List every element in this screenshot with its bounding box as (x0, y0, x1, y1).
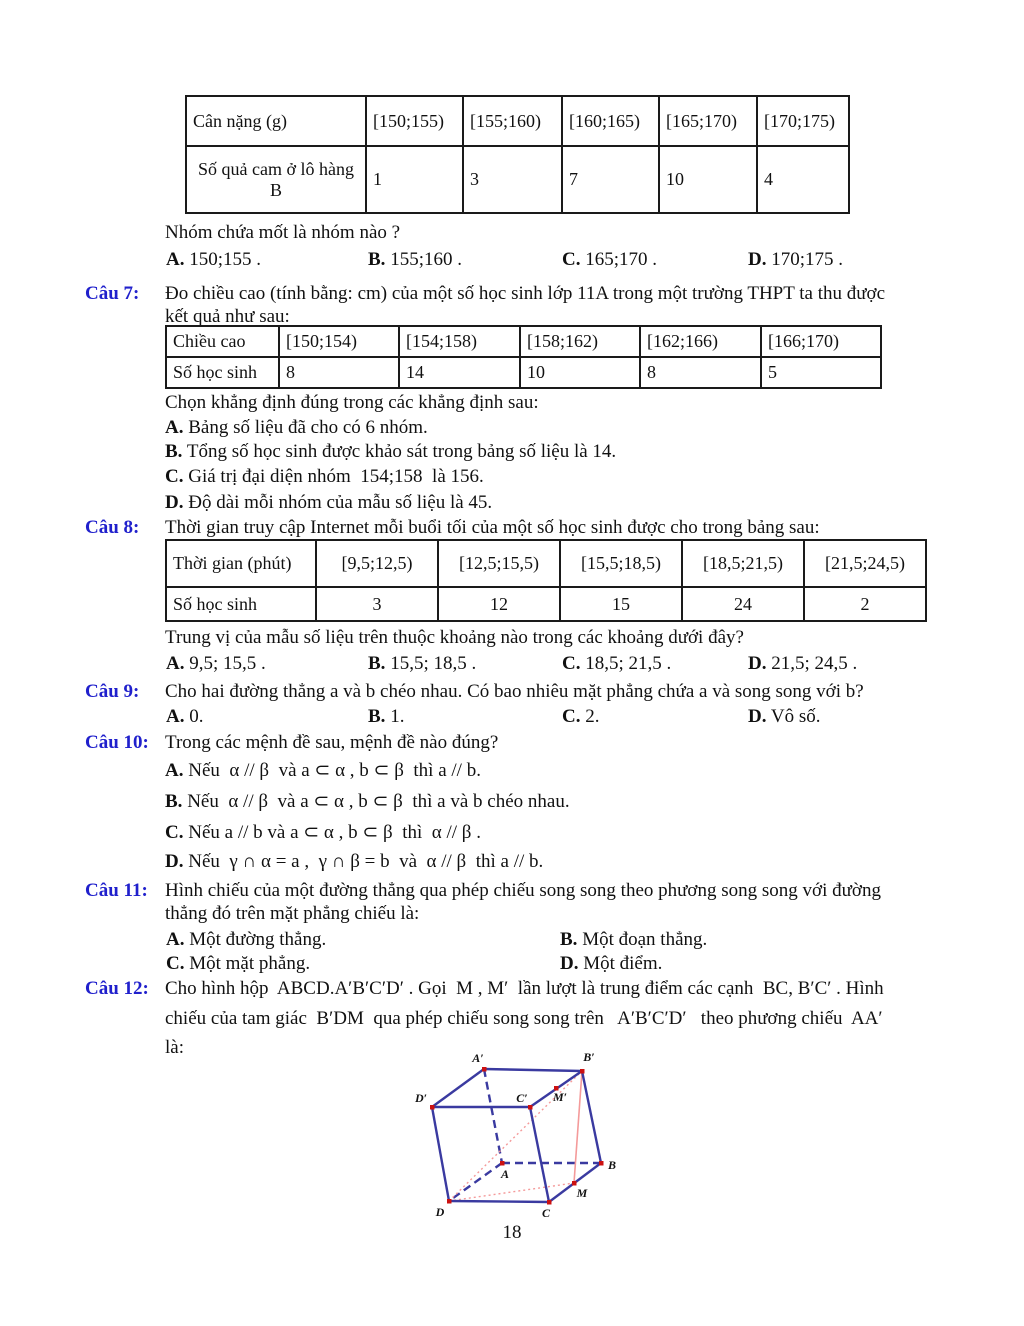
table-cell: 4 (757, 146, 849, 213)
table-cell: 15 (560, 587, 682, 621)
answer-option (562, 249, 657, 271)
vertex-label: A (500, 1167, 510, 1181)
table-cell: 7 (562, 146, 659, 213)
answer-option (748, 653, 857, 675)
answer-text: Vô số. (770, 706, 821, 727)
table-cell: 3 (316, 587, 438, 621)
question-label: Câu 12: (85, 978, 149, 999)
table-cell: Số học sinh (166, 587, 316, 621)
statement (165, 441, 616, 463)
table-cell: 2 (804, 587, 926, 621)
statement-text: Tổng số học sinh được khảo sát trong bảng số liệu là 14. (186, 441, 617, 462)
statement-text: Bảng số liệu đã cho có 6 nhóm. (188, 417, 428, 438)
answer-text: 9,5; 15,5 . (189, 653, 266, 674)
table-cell: [166;170) (761, 326, 881, 357)
question-text: Đo chiều cao (tính bằng: cm) của một số học sinh lớp 11A trong một trường THPT ta thu được (165, 283, 886, 304)
answer-letter: D. (560, 953, 579, 974)
time-table (165, 539, 927, 622)
answer-letter: D. (165, 851, 184, 872)
question-label: Câu 8: (85, 517, 140, 538)
answer-letter: A. (166, 706, 185, 727)
statement-text: Giá trị đại diện nhóm 154;158 là 156. (188, 466, 484, 487)
question-text: Hình chiếu của một đường thẳng qua phép chiếu song song theo phương song song với đường (165, 880, 881, 901)
answer-text: 165;170 . (585, 249, 658, 270)
statement-text: Nếu γ ∩ α = a , γ ∩ β = b và α // β thì a // b. (188, 851, 544, 872)
table-cell: 12 (438, 587, 560, 621)
table-cell: [21,5;24,5) (804, 540, 926, 587)
statement (165, 759, 481, 782)
vertex-label: D′ (414, 1091, 428, 1105)
statement (165, 821, 481, 844)
question-text: Trung vị của mẫu số liệu trên thuộc khoảng nào trong các khoảng dưới đây? (165, 627, 744, 648)
answer-letter: D. (748, 249, 767, 270)
table-cell: 24 (682, 587, 804, 621)
answer-letter: C. (166, 953, 185, 974)
question-text: Cho hai đường thẳng a và b chéo nhau. Có bao nhiêu mặt phẳng chứa a và song song với b? (165, 681, 864, 702)
table-cell: [165;170) (659, 96, 757, 146)
answer-letter: A. (166, 929, 185, 950)
parallelepiped-figure (410, 1040, 630, 1220)
answer-text: 18,5; 21,5 . (585, 653, 672, 674)
statement (165, 466, 484, 488)
question-label: Câu 11: (85, 880, 148, 901)
vertex-label: D (435, 1205, 445, 1219)
question-prompt: Nhóm chứa mốt là nhóm nào ? (165, 222, 401, 243)
answer-letter: B. (368, 706, 386, 727)
table-cell: Số quả cam ở lô hàng B (186, 146, 366, 213)
table-cell: 14 (399, 357, 520, 388)
table-cell: Cân nặng (g) (186, 96, 366, 146)
answer-text: 21,5; 24,5 . (771, 653, 858, 674)
table-cell: [154;158) (399, 326, 520, 357)
statement (165, 851, 543, 873)
answer-letter: D. (748, 706, 767, 727)
answer-option (562, 706, 599, 728)
answer-option (166, 929, 326, 951)
question-label: Câu 7: (85, 283, 140, 304)
answer-option (368, 249, 462, 271)
table-cell: 3 (463, 146, 562, 213)
answer-text: 150;155 . (189, 249, 262, 270)
table-cell: Số học sinh (166, 357, 279, 388)
answer-letter: B. (165, 441, 183, 462)
vertex-label: M′ (552, 1090, 568, 1104)
answer-text: 155;160 . (390, 249, 462, 270)
question-text: Trong các mệnh đề sau, mệnh đề nào đúng? (165, 732, 499, 753)
statement-text: Độ dài mỗi nhóm của mẫu số liệu là 45. (188, 492, 493, 513)
answer-option (748, 706, 821, 728)
question-label: Câu 9: (85, 681, 140, 702)
vertex-label: M (576, 1186, 588, 1200)
vertex-label: C (541, 1206, 551, 1220)
vertex-label: B (607, 1158, 617, 1172)
answer-option (560, 953, 662, 975)
question-text: là: (165, 1037, 184, 1058)
vertex-label: C′ (516, 1091, 528, 1105)
answer-text: Một mặt phẳng. (189, 953, 311, 974)
page-number: 18 (502, 1222, 522, 1243)
statement-text: Nếu α // β và a ⊂ α , b ⊂ β thì a // b. (188, 760, 481, 781)
answer-letter: A. (166, 653, 185, 674)
answer-letter: B. (560, 929, 578, 950)
answer-option (166, 953, 310, 975)
answer-letter: C. (562, 706, 581, 727)
table-cell: 8 (279, 357, 399, 388)
question-text: Cho hình hộp ABCD.A′B′C′D′ . Gọi M , M′ lần lượt là trung điểm các cạnh BC, B′C′ . Hình (165, 978, 884, 999)
table-cell: [158;162) (520, 326, 640, 357)
answer-text: 1. (390, 706, 405, 727)
answer-text: 170;175 . (771, 249, 844, 270)
table-cell: [18,5;21,5) (682, 540, 804, 587)
table-cell: [170;175) (757, 96, 849, 146)
table-cell: [12,5;15,5) (438, 540, 560, 587)
answer-option (368, 706, 404, 728)
answer-letter: D. (165, 492, 184, 513)
vertex-label: B′ (583, 1050, 595, 1064)
table-cell: 1 (366, 146, 463, 213)
table-cell: [160;165) (562, 96, 659, 146)
height-table (165, 325, 882, 389)
table-cell: Chiều cao (166, 326, 279, 357)
answer-text: 0. (189, 706, 204, 727)
table-cell: [162;166) (640, 326, 761, 357)
table-cell: Thời gian (phút) (166, 540, 316, 587)
weight-table (185, 95, 850, 214)
answer-option (166, 653, 266, 675)
table-cell: 10 (659, 146, 757, 213)
statement-text: Nếu a // b và a ⊂ α , b ⊂ β thì α // β . (188, 822, 481, 843)
answer-option (166, 706, 203, 728)
answer-option (166, 249, 261, 271)
answer-letter: C. (165, 822, 184, 843)
answer-option (562, 653, 671, 675)
question-text: kết quả như sau: (165, 306, 290, 327)
answer-option (748, 249, 843, 271)
statement (165, 492, 492, 514)
answer-letter: D. (748, 653, 767, 674)
answer-letter: A. (165, 417, 184, 438)
answer-text: Một đường thẳng. (189, 929, 327, 950)
question-text: chiếu của tam giác B′DM qua phép chiếu song song trên A′B′C′D′ theo phương chiếu AA′ (165, 1008, 883, 1029)
answer-letter: A. (165, 760, 184, 781)
table-cell: [150;155) (366, 96, 463, 146)
answer-letter: A. (166, 249, 185, 270)
answer-text: 15,5; 18,5 . (390, 653, 477, 674)
answer-letter: C. (562, 653, 581, 674)
question-intro: Chọn khẳng định đúng trong các khẳng định sau: (165, 392, 539, 413)
answer-text: Một đoạn thẳng. (582, 929, 708, 950)
table-cell: [150;154) (279, 326, 399, 357)
answer-option (560, 929, 707, 951)
question-label: Câu 10: (85, 732, 149, 753)
table-cell: 10 (520, 357, 640, 388)
vertex-label: A′ (472, 1051, 484, 1065)
answer-letter: B. (165, 791, 183, 812)
answer-text: Một điểm. (583, 953, 663, 974)
table-cell: 5 (761, 357, 881, 388)
table-cell: [155;160) (463, 96, 562, 146)
answer-text: 2. (585, 706, 600, 727)
statement (165, 417, 428, 439)
statement-text: Nếu α // β và a ⊂ α , b ⊂ β thì a và b chéo nhau. (187, 791, 570, 812)
table-cell: 8 (640, 357, 761, 388)
answer-letter: C. (165, 466, 184, 487)
table-cell: [9,5;12,5) (316, 540, 438, 587)
table-cell: [15,5;18,5) (560, 540, 682, 587)
answer-letter: B. (368, 653, 386, 674)
question-text: Thời gian truy cập Internet mỗi buổi tối của một số học sinh được cho trong bảng sau: (165, 517, 820, 538)
answer-letter: B. (368, 249, 386, 270)
statement (165, 790, 570, 813)
answer-letter: C. (562, 249, 581, 270)
answer-option (368, 653, 476, 675)
question-text: thẳng đó trên mặt phẳng chiếu là: (165, 903, 420, 924)
vertex-labels (414, 1050, 616, 1220)
